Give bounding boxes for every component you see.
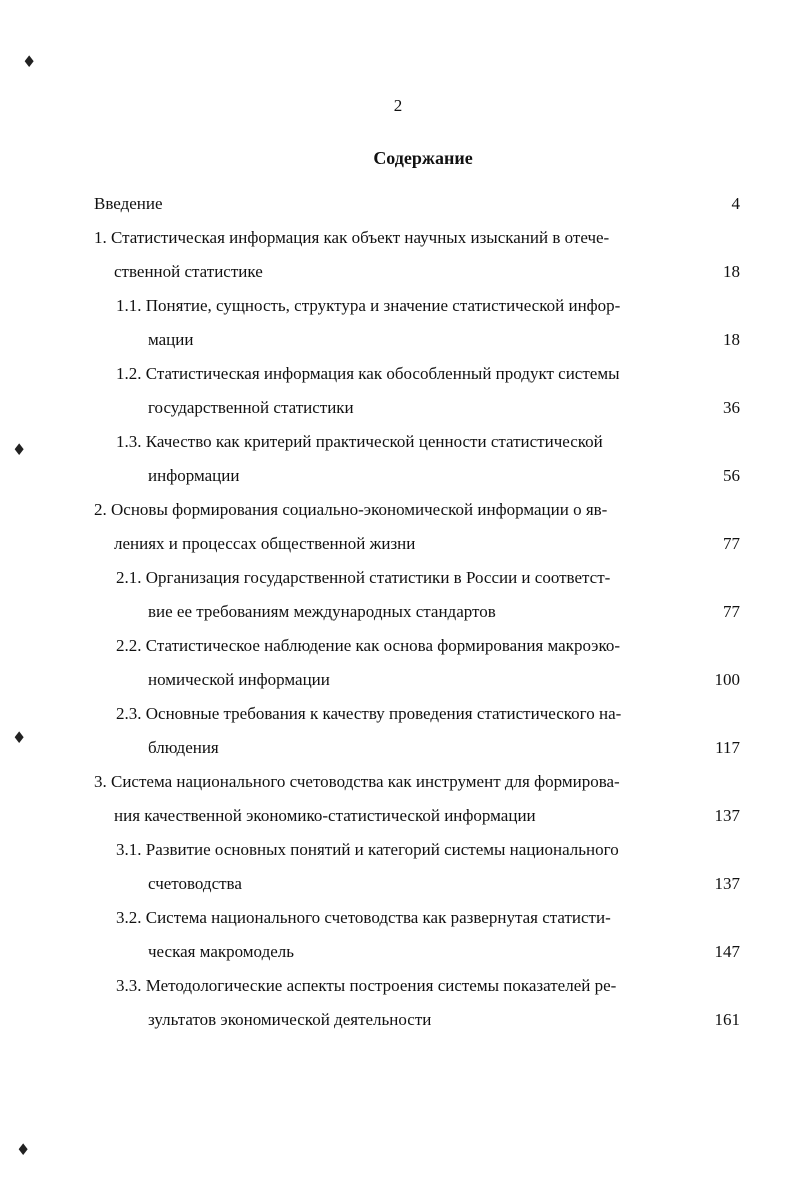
toc-entry-line [94, 566, 740, 600]
toc-entry-line [94, 192, 740, 226]
toc-entry [94, 906, 740, 974]
toc-entry-text: 2. Основы формирования социально-экономической информации о яв- [94, 500, 608, 519]
toc-entry-line [94, 974, 740, 1008]
toc-entry-text: 1.2. Статистическая информация как обособленный продукт системы [116, 364, 620, 383]
toc-entry-line [94, 260, 740, 294]
toc-entry-page: 18 [723, 330, 740, 349]
toc-entry-page: 56 [723, 466, 740, 485]
toc-entry-line [94, 634, 740, 668]
toc-entry-text: государственной статистики [148, 398, 354, 417]
toc-entry-line [94, 804, 740, 838]
toc-entry [94, 294, 740, 362]
toc-entry-text: зультатов экономической деятельности [148, 1010, 432, 1029]
toc-entry-line [94, 362, 740, 396]
toc-entry-line [94, 328, 740, 362]
toc-entry-line [94, 906, 740, 940]
toc-entry [94, 974, 740, 1042]
toc-entry [94, 226, 740, 294]
toc-entry-text: счетоводства [148, 874, 242, 893]
toc-entry-line [94, 736, 740, 770]
toc-entry-line [94, 1008, 740, 1042]
toc-entry-line [94, 872, 740, 906]
toc-entry [94, 192, 740, 226]
toc-entry-line [94, 770, 740, 804]
toc-entry [94, 702, 740, 770]
toc-entry-text: 2.3. Основные требования к качеству проведения статистического на- [116, 704, 622, 723]
toc-entry-text: ственной статистике [114, 262, 263, 281]
toc-entry-line [94, 464, 740, 498]
toc-entry-page: 77 [723, 602, 740, 621]
toc-entry-text: вие ее требованиям международных стандартов [148, 602, 496, 621]
toc-entry [94, 634, 740, 702]
page-number: 2 [393, 96, 403, 115]
toc-entry-line [94, 430, 740, 464]
toc-entry-text: мации [148, 330, 194, 349]
toc-entry-page: 137 [714, 874, 740, 893]
toc-entry-text: 2.1. Организация государственной статистики в России и соответст- [116, 568, 611, 587]
toc-entry [94, 430, 740, 498]
toc-entry-page: 137 [714, 806, 740, 825]
toc-entry-page: 100 [714, 670, 740, 689]
toc-entry-line [94, 600, 740, 634]
toc-entry [94, 566, 740, 634]
toc-entry-line [94, 838, 740, 872]
toc-entry-page: 36 [723, 398, 740, 417]
toc-entry-line [94, 226, 740, 260]
toc-entry-page: 161 [714, 1010, 740, 1029]
toc-entry-text: номической информации [148, 670, 330, 689]
toc-entry [94, 838, 740, 906]
toc-entry-text: Введение [94, 194, 163, 213]
toc-entry-line [94, 294, 740, 328]
toc-entry-line [94, 702, 740, 736]
binding-hole-mark: ♦ [16, 1140, 31, 1159]
toc-entry-page: 18 [723, 262, 740, 281]
toc-entry-line [94, 498, 740, 532]
toc-entry [94, 362, 740, 430]
binding-hole-mark: ♦ [12, 728, 27, 747]
toc-entry-line [94, 532, 740, 566]
toc-entry-text: информации [148, 466, 240, 485]
toc-entry-text: 3. Система национального счетоводства как инструмент для формирова- [94, 772, 620, 791]
binding-hole-mark: ♦ [22, 52, 37, 71]
toc-entry-text: 2.2. Статистическое наблюдение как основа формирования макроэко- [116, 636, 620, 655]
toc-entry-text: ния качественной экономико-статистической информации [114, 806, 536, 825]
toc-entry-line [94, 668, 740, 702]
toc-entry-page: 147 [714, 942, 740, 961]
toc-entry-text: ческая макромодель [148, 942, 295, 961]
toc-entry-text: 3.3. Методологические аспекты построения системы показателей ре- [116, 976, 617, 995]
toc-entry [94, 498, 740, 566]
toc-entry-text: 3.2. Система национального счетоводства как развернутая статисти- [116, 908, 611, 927]
toc-entry-text: 1. Статистическая информация как объект научных изысканий в отече- [94, 228, 610, 247]
toc-entry-text: 1.3. Качество как критерий практической ценности статистической [116, 432, 603, 451]
table-of-contents [94, 192, 740, 1042]
toc-entry-line [94, 396, 740, 430]
toc-entry-text: лениях и процессах общественной жизни [114, 534, 416, 553]
toc-entry [94, 770, 740, 838]
toc-entry-page: 117 [715, 738, 740, 757]
toc-title: Содержание [373, 148, 473, 168]
toc-entry-text: 1.1. Понятие, сущность, структура и значение статистической инфор- [116, 296, 621, 315]
toc-entry-page: 4 [731, 194, 740, 213]
toc-entry-line [94, 940, 740, 974]
toc-entry-text: 3.1. Развитие основных понятий и категорий системы национального [116, 840, 619, 859]
binding-hole-mark: ♦ [12, 440, 27, 459]
toc-entry-page: 77 [723, 534, 740, 553]
toc-entry-text: блюдения [148, 738, 219, 757]
